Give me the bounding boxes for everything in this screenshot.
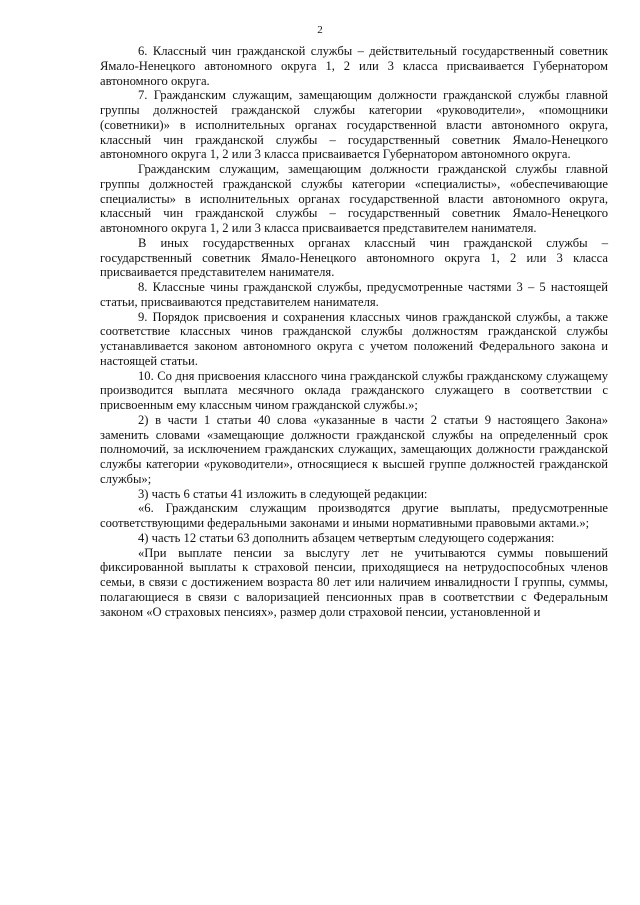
paragraph-amendment-2: 2) в части 1 статьи 40 слова «указанные в части 2 статьи 9 настоящего Закона» заменить словами «замещающие должности гражданской службы на определенный срок полномочий, за исключением гражданских служащих, замещающих должности гражданской службы категории «руководители», относящиеся к высшей группе должностей гражданской службы»; <box>100 412 608 486</box>
paragraph-new-part-6: «6. Гражданским служащим производятся другие выплаты, предусмотренные соответствующими федеральными законами и иными нормативными правовыми актами.»; <box>100 501 608 530</box>
paragraph-7-governor-appointment: 7. Гражданским служащим, замещающим должности гражданской службы главной группы должностей гражданской службы категории «руководители», «помощники (советники)» в исполнительных органах государственной власти автономного округа, классный чин гражданской службы – государственный советник Ямало-Ненецкого автономного округа 1, 2 или 3 класса присваивается Губернатором автономного округа. <box>100 88 608 162</box>
paragraph-other-bodies: В иных государственных органах классный чин гражданской службы – государственный советник Ямало-Ненецкого автономного округа 1, 2 или 3 класса присваивается представителем нанимателя. <box>100 235 608 280</box>
page-number: 2 <box>317 24 323 36</box>
paragraph-pension-text: «При выплате пенсии за выслугу лет не учитываются суммы повышений фиксированной выплаты к страховой пенсии, приходящиеся на нетрудоспособных членов семьи, в связи с достижением возраста 80 лет или наличием инвалидности I группы, суммы, полагающиеся в связи с валоризацией пенсионных прав в соответствии с Федеральным законом «О страховых пенсиях», размер доли страховой пенсии, установленной и <box>100 545 608 619</box>
document-body <box>100 44 608 619</box>
paragraph-10-salary: 10. Со дня присвоения классного чина гражданской службы гражданскому служащему производится выплата месячного оклада гражданского служащего в соответствии с присвоенным ему классным чином гражданской службы.»; <box>100 368 608 412</box>
paragraph-9-procedure: 9. Порядок присвоения и сохранения классных чинов гражданской службы, а также соответствие классных чинов гражданской службы должностям гражданской службы устанавливается законом автономного округа с учетом положений Федерального закона и настоящей статьи. <box>100 309 608 368</box>
paragraph-8-class-ranks: 8. Классные чины гражданской службы, предусмотренные частями 3 – 5 настоящей статьи, присваиваются представителем нанимателя. <box>100 280 608 309</box>
paragraph-6-president-appointment: 6. Классный чин гражданской службы – действительный государственный советник Ямало-Ненецкого автономного округа 1, 2 или 3 класса присваивается Губернатором автономного округа. <box>100 44 608 88</box>
paragraph-specialists-appointment: Гражданским служащим, замещающим должности гражданской службы главной группы должностей гражданской службы категории «специалисты», «обеспечивающие специалисты» в исполнительных органах государственной власти автономного округа, классный чин гражданской службы – государственный советник Ямало-Ненецкого автономного округа 1, 2 или 3 класса присваивается представителем нанимателя. <box>100 162 608 235</box>
paragraph-amendment-4: 4) часть 12 статьи 63 дополнить абзацем четвертым следующего содержания: <box>138 530 555 545</box>
paragraph-amendment-3: 3) часть 6 статьи 41 изложить в следующей редакции: <box>138 486 428 501</box>
